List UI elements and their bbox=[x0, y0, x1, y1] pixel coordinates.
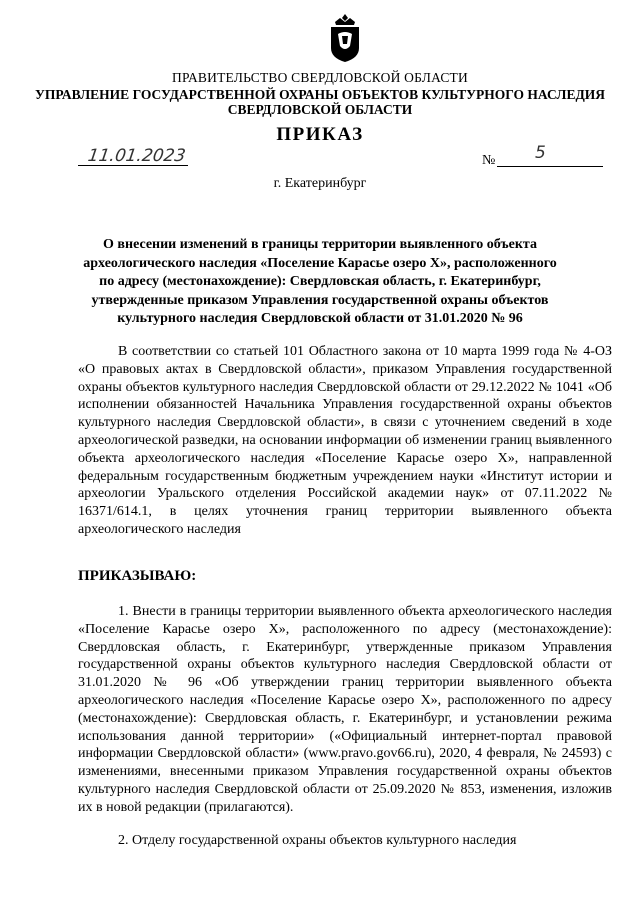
coat-of-arms-icon bbox=[326, 12, 364, 64]
order-number: 5 bbox=[535, 143, 546, 163]
subject-line-2: археологического наследия «Поселение Карасье озеро Х», расположенного bbox=[83, 255, 557, 271]
item-1-paragraph: 1. Внести в границы территории выявленного объекта археологического наследия «Поселение Карасье озеро Х», расположенного по адресу (местонахождение): Свердловская область, г. Екатеринбург, утвержденные приказом Управления государственной охраны объектов культурного наследия Свердловской области от 31.01.2020 № 96 «Об утверждении границ территории выявленного объекта археологического наследия «Поселение Карасье озеро Х», расположенного по адресу (местонахождение): Свердловская область, г. Екатеринбург, и установлении режима использования данной территории» («Официальный интернет-портал правовой информации Свердловской области» (www.pravo.gov66.ru), 2020, 4 февраля, № 24593) с изменениями, внесенными приказом Управления государственной охраны объектов культурного наследия Свердловской области от 25.09.2020 № 853, изменения, изложив их в новой редакции (прилагаются). bbox=[78, 604, 612, 815]
department-line-1: УПРАВЛЕНИЕ ГОСУДАРСТВЕННОЙ ОХРАНЫ ОБЪЕКТОВ КУЛЬТУРНОГО НАСЛЕДИЯ bbox=[34, 87, 606, 102]
order-subject bbox=[0, 236, 640, 329]
department-line-2: СВЕРДЛОВСКОЙ ОБЛАСТИ bbox=[227, 102, 413, 117]
government-name: ПРАВИТЕЛЬСТВО СВЕРДЛОВСКОЙ ОБЛАСТИ bbox=[172, 70, 468, 85]
subject-line-5: культурного наследия Свердловской области от 31.01.2020 № 96 bbox=[117, 311, 523, 326]
number-underline bbox=[497, 166, 603, 167]
document-type: ПРИКАЗ bbox=[276, 124, 364, 145]
order-word: ПРИКАЗЫВАЮ: bbox=[78, 568, 197, 584]
date-underline bbox=[78, 165, 188, 166]
department-name bbox=[0, 87, 640, 117]
city: г. Екатеринбург bbox=[273, 176, 367, 191]
item-2-paragraph: 2. Отделу государственной охраны объектов культурного наследия bbox=[118, 833, 517, 848]
number-label: № bbox=[482, 153, 496, 168]
preamble-paragraph: В соответствии со статьей 101 Областного закона от 10 марта 1999 года № 4-ОЗ «О правовых актах в Свердловской области», приказом Управления государственной охраны объектов культурного наследия Свердловской области от 29.12.2022 № 1041 «Об исполнении обязанностей Начальника Управления государственной охраны объектов культурного наследия Свердловской области», в связи с уточнением сведений в ходе археологической разведки, на основании информации об изменении границ выявленного объекта археологического наследия «Поселение Карасье озеро Х», направленной федеральным государственным бюджетным учреждением науки «Институт истории и археологии Уральского отделения Российской академии наук» от 07.11.2022 № 16371/614.1, в целях уточнения границ территории выявленного объекта археологического наследия bbox=[78, 344, 612, 537]
order-date: 11.01.2023 bbox=[86, 146, 187, 166]
subject-line-3: по адресу (местонахождение): Свердловская область, г. Екатеринбург, bbox=[99, 274, 541, 289]
subject-line-1: О внесении изменений в границы территории выявленного объекта bbox=[103, 237, 537, 252]
subject-line-4: утвержденные приказом Управления государственной охраны объектов bbox=[91, 292, 549, 308]
